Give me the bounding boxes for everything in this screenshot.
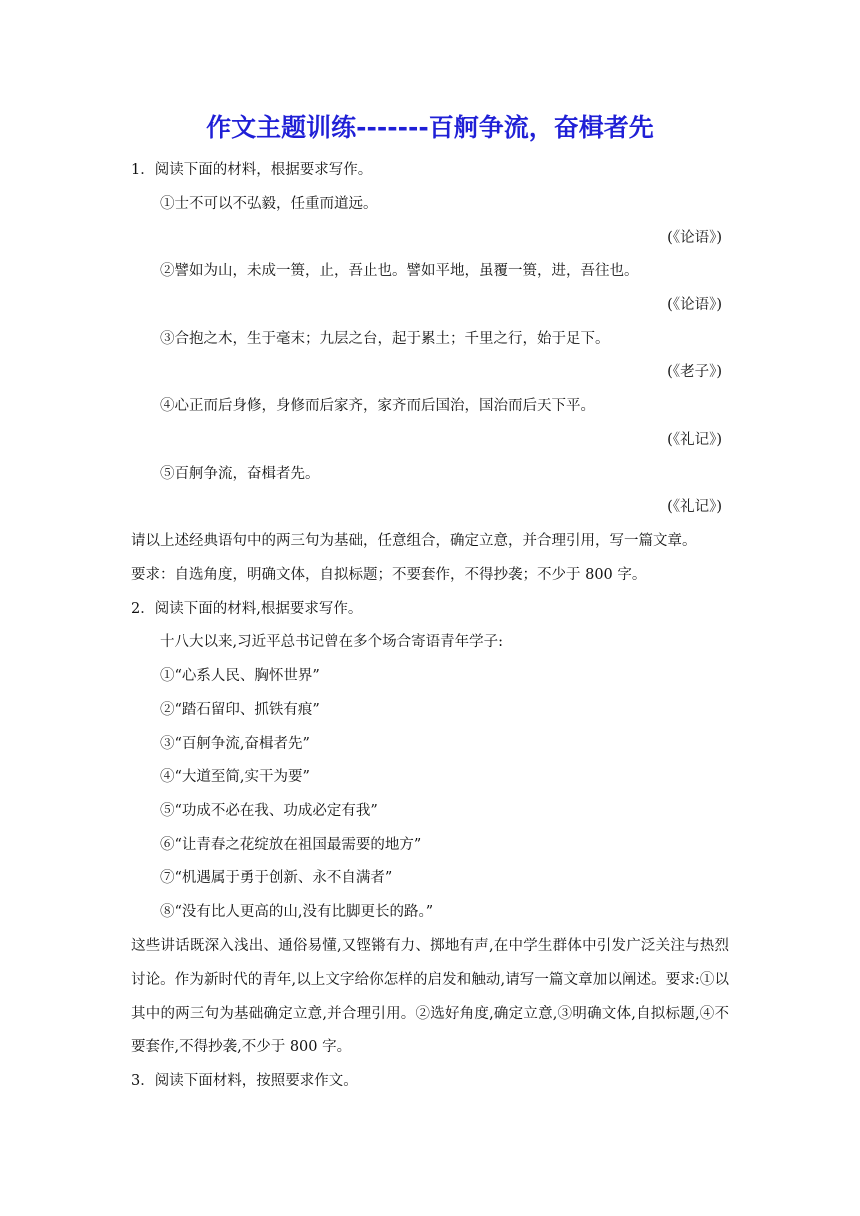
q3-prompt: 3．阅读下面材料，按照要求作文。 [131, 1073, 358, 1089]
q2-intro: 十八大以来,习近平总书记曾在多个场合寄语青年学子: [160, 634, 503, 650]
q2-prompt: 2．阅读下面的材料,根据要求写作。 [131, 601, 363, 617]
q1-quote-3-source: (《老子》) [667, 364, 722, 380]
q1-quote-4-source: (《礼记》) [667, 432, 722, 448]
q2-paragraph: 这些讲话既深入浅出、通俗易懂,又铿锵有力、掷地有声,在中学生群体中引发广泛关注与热烈讨论。作为新时代的青年,以上文字给你怎样的启发和触动,请写一篇文章加以阐述。要求:①以其中的两三句为基础确定立意,并合理引用。②选好角度,确定立意,③明确文体,自拟标题,④不要套作,不得抄袭,不少于 800 字。 [131, 938, 729, 1056]
q1-quote-3: ③合抱之木，生于毫末；九层之台，起于累土；千里之行，始于足下。 [160, 331, 610, 347]
q2-item-7: ⑦“机遇属于勇于创新、永不自满者” [160, 870, 393, 886]
q1-instruction: 请以上述经典语句中的两三句为基础，任意组合，确定立意，并合理引用，写一篇文章。 [131, 533, 697, 549]
q2-item-6: ⑥“让青春之花绽放在祖国最需要的地方” [160, 837, 422, 853]
q2-item-2: ②“踏石留印、抓铁有痕” [160, 702, 320, 718]
q1-quote-1: ①士不可以不弘毅，任重而道远。 [160, 196, 378, 212]
q2-item-8: ⑧“没有比人更高的山,没有比脚更长的路。” [160, 904, 434, 920]
q1-quote-2: ②譬如为山，未成一篑，止，吾止也。譬如平地，虽覆一篑，进，吾往也。 [160, 263, 639, 279]
q1-prompt: 1．阅读下面的材料，根据要求写作。 [131, 162, 373, 178]
q2-item-4: ④“大道至简,实干为要” [160, 769, 310, 785]
q1-quote-1-source: (《论语》) [667, 230, 722, 246]
document-title: 作文主题训练-------百舸争流，奋楫者先 [206, 113, 654, 142]
q1-quote-2-source: (《论语》) [667, 297, 722, 313]
q1-requirement: 要求：自选角度，明确文体，自拟标题；不要套作，不得抄袭；不少于 800 字。 [131, 567, 647, 583]
q1-quote-4: ④心正而后身修，身修而后家齐，家齐而后国治，国治而后天下平。 [160, 398, 595, 414]
q1-quote-5-source: (《礼记》) [667, 499, 722, 515]
q2-item-5: ⑤“功成不必在我、功成必定有我” [160, 803, 378, 819]
q2-item-3: ③“百舸争流,奋楫者先” [160, 736, 310, 752]
q1-quote-5: ⑤百舸争流，奋楫者先。 [160, 466, 320, 482]
q2-item-1: ①“心系人民、胸怀世界” [160, 668, 320, 684]
